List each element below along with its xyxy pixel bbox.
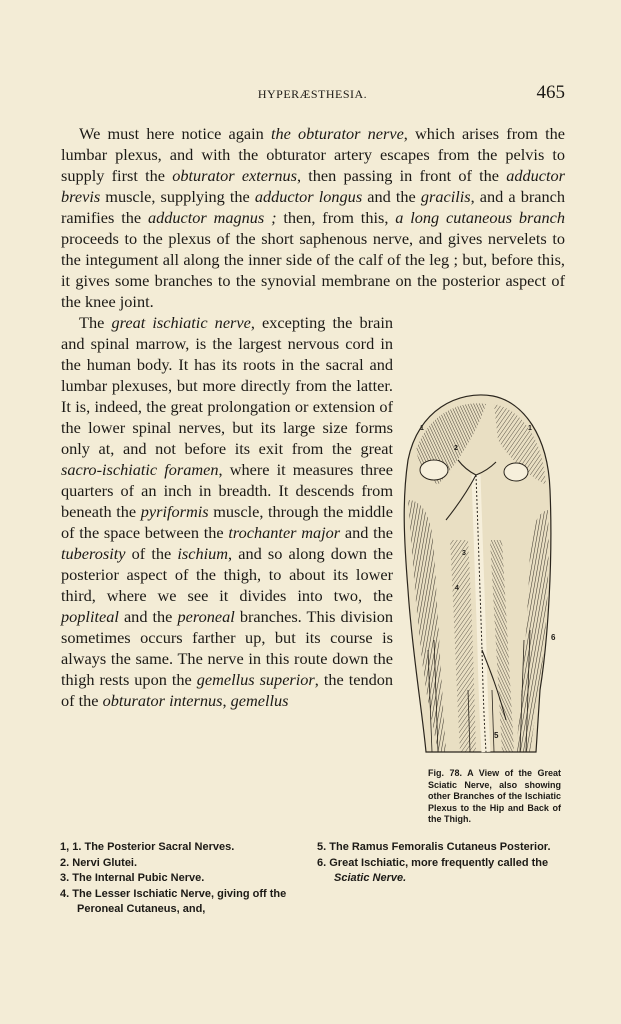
italic-term: the obturator nerve	[270, 124, 404, 143]
text-run: The	[79, 313, 112, 332]
italic-term: trochanter major	[228, 523, 341, 542]
callout-4: 4	[455, 585, 459, 592]
text-run: and the	[340, 523, 393, 542]
legend-right-column	[317, 840, 562, 887]
italic-term: ischium	[177, 544, 229, 563]
callout-2: 2	[454, 445, 458, 452]
italic-term: peroneal	[177, 607, 235, 626]
page-number: 465	[536, 82, 565, 103]
text-run: branches. This division sometimes occurs farther up, but its course is always the same. The nerve in this route down the thigh rests upon the	[61, 607, 394, 689]
italic-term: tuberosity	[61, 544, 126, 563]
text-run: of the	[125, 544, 178, 563]
italic-term: adductor brevis	[61, 166, 565, 206]
italic-term: gemellus	[230, 691, 289, 710]
italic-term: obturator externus	[172, 166, 297, 185]
figure-caption	[428, 768, 561, 826]
text-run: proceeds to the plexus of the short saphenous nerve, and gives nervelets to the integument all along the inner side of the calf of the leg ; but, before this, it gives some branches to the synovial membrane on the posterior aspect of the knee joint.	[61, 229, 565, 311]
italic-term: popliteal	[61, 607, 119, 626]
running-head: HYPERÆSTHESIA.	[257, 87, 368, 101]
text-run: We must here notice again	[79, 124, 271, 143]
thigh-anatomy-illustration	[398, 390, 558, 762]
italic-term: gracilis	[420, 187, 471, 206]
legend-item: 4. The Lesser Ischiatic Nerve, giving off the Peroneal Cutaneus, and,	[60, 887, 287, 915]
paragraph-obturator-nerve	[61, 123, 565, 312]
text-run: then, from this,	[276, 208, 396, 227]
text-run: and the	[118, 607, 178, 626]
sciatic-nerve-figure	[398, 390, 558, 762]
callout-1a: 1	[420, 425, 424, 432]
figure-caption-text: A View of the Great Sciatic Nerve, also showing other Branches of the Ischiatic Plexus to the Hip and Back of the Thigh.	[428, 768, 561, 824]
text-run: , where it measures three quarters of an inch in breadth. It descends from beneath the	[61, 460, 393, 521]
text-run: , then passing in front of the	[296, 166, 507, 185]
callout-6: 6	[551, 633, 556, 642]
text-run: , and so along down the posterior aspect of the thigh, to about its lower third, where we see it divides into two, the	[61, 544, 393, 605]
text-run: , and a branch ramifies the	[61, 187, 566, 227]
legend-item: 1, 1. The Posterior Sacral Nerves.	[60, 841, 235, 853]
legend-item: 5. The Ramus Femoralis Cutaneus Posterior.	[317, 841, 551, 853]
italic-term: sacro-ischiatic foramen	[61, 460, 219, 479]
italic-term: gemellus superior	[196, 670, 315, 689]
italic-term: adductor longus	[254, 187, 363, 206]
text-run: , excepting the brain and spinal marrow, is the largest nervous cord in the human body. It has its roots in the sacral and lumbar plexuses, but more directly from the latter. It is, indeed, the great prolongation or extension of the lower spinal nerves, but its large size forms only at, and not before its exit from the great	[61, 313, 393, 458]
text-run: ,	[222, 691, 231, 710]
italic-term: great ischiatic nerve	[111, 313, 251, 332]
callout-5: 5	[494, 731, 499, 740]
italic-term: adductor magnus ;	[147, 208, 277, 227]
text-run: , which arises from the lumbar plexus, and with the obturator artery escapes from the pelvis to supply first the	[61, 124, 566, 185]
legend-item: 3. The Internal Pubic Nerve.	[60, 872, 205, 884]
page-header	[60, 82, 565, 106]
text-run: and the	[362, 187, 421, 206]
text-run: , the tendon of the	[61, 670, 394, 710]
italic-term: pyriformis	[140, 502, 209, 521]
italic-term: a long cutaneous branch	[395, 208, 566, 227]
legend-item: 6. Great Ischiatic, more frequently called the Sciatic Nerve.	[317, 856, 549, 884]
legend-item: 2. Nervi Glutei.	[60, 856, 138, 869]
callout-3: 3	[462, 550, 466, 557]
italic-term: obturator internus	[102, 691, 223, 710]
figure-number: Fig. 78.	[428, 768, 462, 778]
legend-left-column	[60, 840, 300, 918]
text-run: muscle, supplying the	[100, 187, 255, 206]
callout-1b: 1	[528, 425, 532, 432]
text-run: muscle, through the middle of the space between the	[61, 502, 394, 542]
